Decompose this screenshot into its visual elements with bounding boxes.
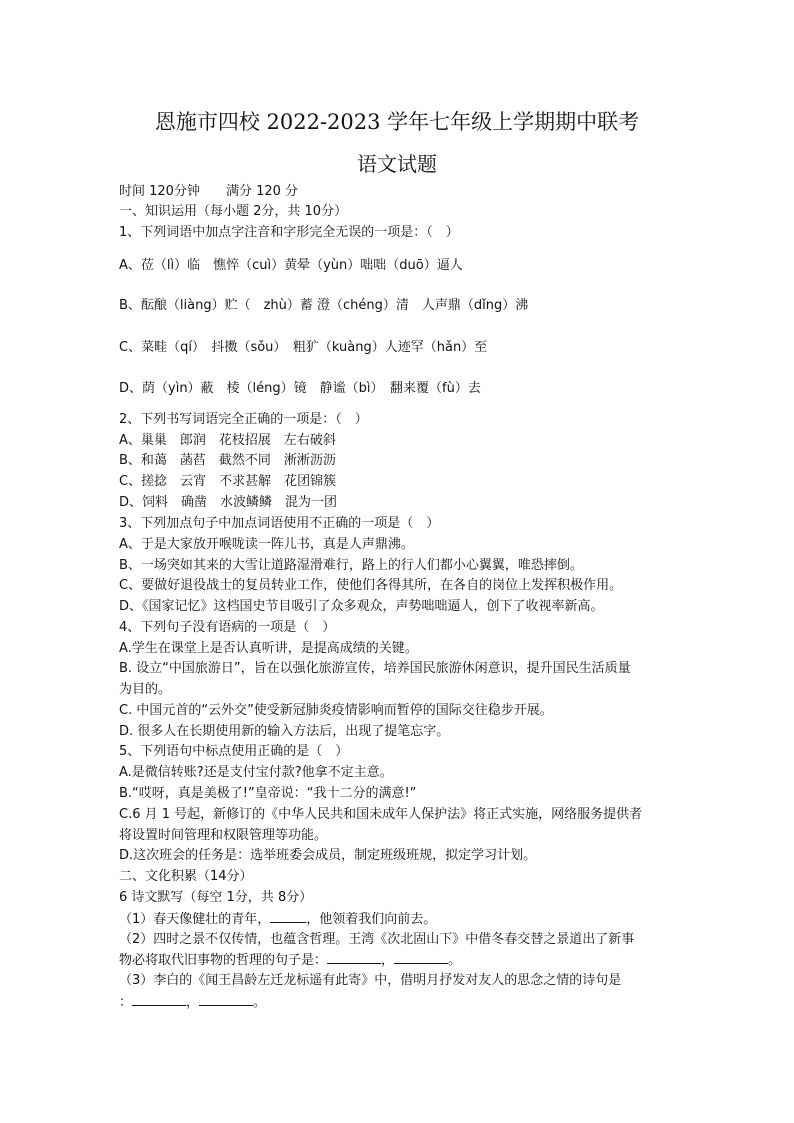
q2-option-d: D、饲料 确凿 水波鳞鳞 混为一团 [119, 495, 338, 510]
q5-stem: 5、下列语句中标点使用正确的是（ ） [119, 744, 349, 759]
q6-stem: 6 诗文默写（每空 1分，共 8分） [119, 890, 313, 905]
q6-part2-line2 [119, 951, 461, 970]
answer-blank[interactable] [132, 993, 186, 1006]
section1-heading: 一、知识运用（每小题 2分，共 10分） [119, 204, 348, 219]
q2-option-a: A、巢巢 郎润 花枝招展 左右破斜 [119, 433, 336, 448]
q3-option-b: B、一场突如其来的大雪让道路湿滑难行，路上的行人们都小心翼翼，唯恐摔倒。 [119, 558, 583, 573]
q1-stem: 1、下列词语中加点字注音和字形完全无误的一项是：（ ） [119, 225, 459, 240]
q6-part3-comma: ， [186, 995, 200, 1010]
q5-option-c-line1: C.6 月 1 号起，新修订的《中华人民共和国未成年人保护法》将正式实施，网络服务提供者 [119, 807, 643, 822]
q4-option-a: A.学生在课堂上是否认真听讲，是提高成绩的关键。 [119, 641, 418, 656]
q6-part3-text: ： [119, 995, 133, 1010]
q3-stem: 3、下列加点句子中加点词语使用不正确的一项是（ ） [119, 516, 440, 531]
q4-option-b-line2: 为目的。 [119, 682, 172, 697]
q5-option-a: A.是微信转账?还是支付宝付款?他拿不定主意。 [119, 765, 393, 780]
q6-part3-line1: （3）李白的《闻王昌龄左迁龙标遥有此寄》中，借明月抒发对友人的思念之情的诗句是 [119, 973, 622, 988]
q6-part2-text: 物必将取代旧事物的哲理的句子是： [119, 953, 328, 968]
q1-option-a: A、莅（lì）临 憔悴（cuì）黄晕（yùn）咄咄（duō）逼人 [119, 258, 463, 273]
q3-option-d: D、《国家记忆》这档国史节目吸引了众多观众，声势咄咄逼人，创下了收视率新高。 [119, 599, 604, 614]
section2-heading: 二、文化积累（14分） [119, 869, 253, 884]
q5-option-d: D.这次班会的任务是：选举班委会成员，制定班级班规，拟定学习计划。 [119, 848, 537, 863]
answer-blank[interactable] [199, 993, 253, 1006]
answer-blank[interactable] [327, 951, 381, 964]
answer-blank[interactable] [394, 951, 448, 964]
q6-part1-text-a: （1）春天像健壮的青年， [119, 912, 271, 927]
exam-subtitle: 语文试题 [357, 152, 437, 176]
q5-option-c-line2: 将设置时间管理和权限管理等功能。 [119, 828, 328, 843]
answer-blank[interactable] [270, 910, 306, 923]
q6-part2-line1: （2）四时之景不仅传情，也蕴含哲理。王湾《次北固山下》中借冬春交替之景道出了新事 [119, 932, 635, 947]
q1-option-d: D、荫（yìn）蔽 棱（léng）镜 静谧（bì） 翻来覆（fù）去 [119, 381, 481, 396]
q6-part1-text-b: ，他领着我们向前去。 [306, 912, 437, 927]
q6-part3-line2 [119, 993, 266, 1012]
q1-option-c: C、菜畦（qí） 抖擞（sǒu） 粗犷（kuàng）人迹罕（hǎn）至 [119, 340, 488, 355]
q3-option-c: C、要做好退役战士的复员转业工作，使他们各得其所，在各自的岗位上发挥积极作用。 [119, 578, 623, 593]
q2-stem: 2、下列书写词语完全正确的一项是：（ ） [119, 412, 368, 427]
exam-title: 恩施市四校 2022-2023 学年七年级上学期期中联考 [154, 110, 640, 134]
q1-option-b: B、酝酿（liàng）贮（ zhù）蓄 澄（chéng）清 人声鼎（dǐng）沸 [119, 298, 529, 313]
q4-option-b-line1: B. 设立“中国旅游日”，旨在以强化旅游宣传，培养国民旅游休闲意识，提升国民生活质量 [119, 661, 631, 676]
q4-option-d: D. 很多人在长期使用新的输入方法后，出现了提笔忘字。 [119, 724, 450, 739]
q4-stem: 4、下列句子没有语病的一项是（ ） [119, 620, 336, 635]
q4-option-c: C. 中国元首的“云外交”使受新冠肺炎疫情影响而暂停的国际交往稳步开展。 [119, 703, 553, 718]
q6-part1 [119, 910, 436, 929]
q3-option-a: A、于是大家放开喉咙读一阵儿书，真是人声鼎沸。 [119, 537, 414, 552]
q6-part2-end: 。 [448, 953, 462, 968]
exam-info: 时间 120分钟 满分 120 分 [119, 184, 299, 199]
q6-part3-end: 。 [253, 995, 267, 1010]
q6-part2-comma: ， [381, 953, 395, 968]
q5-option-b: B.“哎呀，真是美极了!”皇帝说：“我十二分的满意!” [119, 786, 417, 801]
q2-option-b: B、和蔼 菡萏 截然不同 淅淅沥沥 [119, 453, 336, 468]
q2-option-c: C、搓捻 云宵 不求甚解 花团锦簇 [119, 474, 337, 489]
